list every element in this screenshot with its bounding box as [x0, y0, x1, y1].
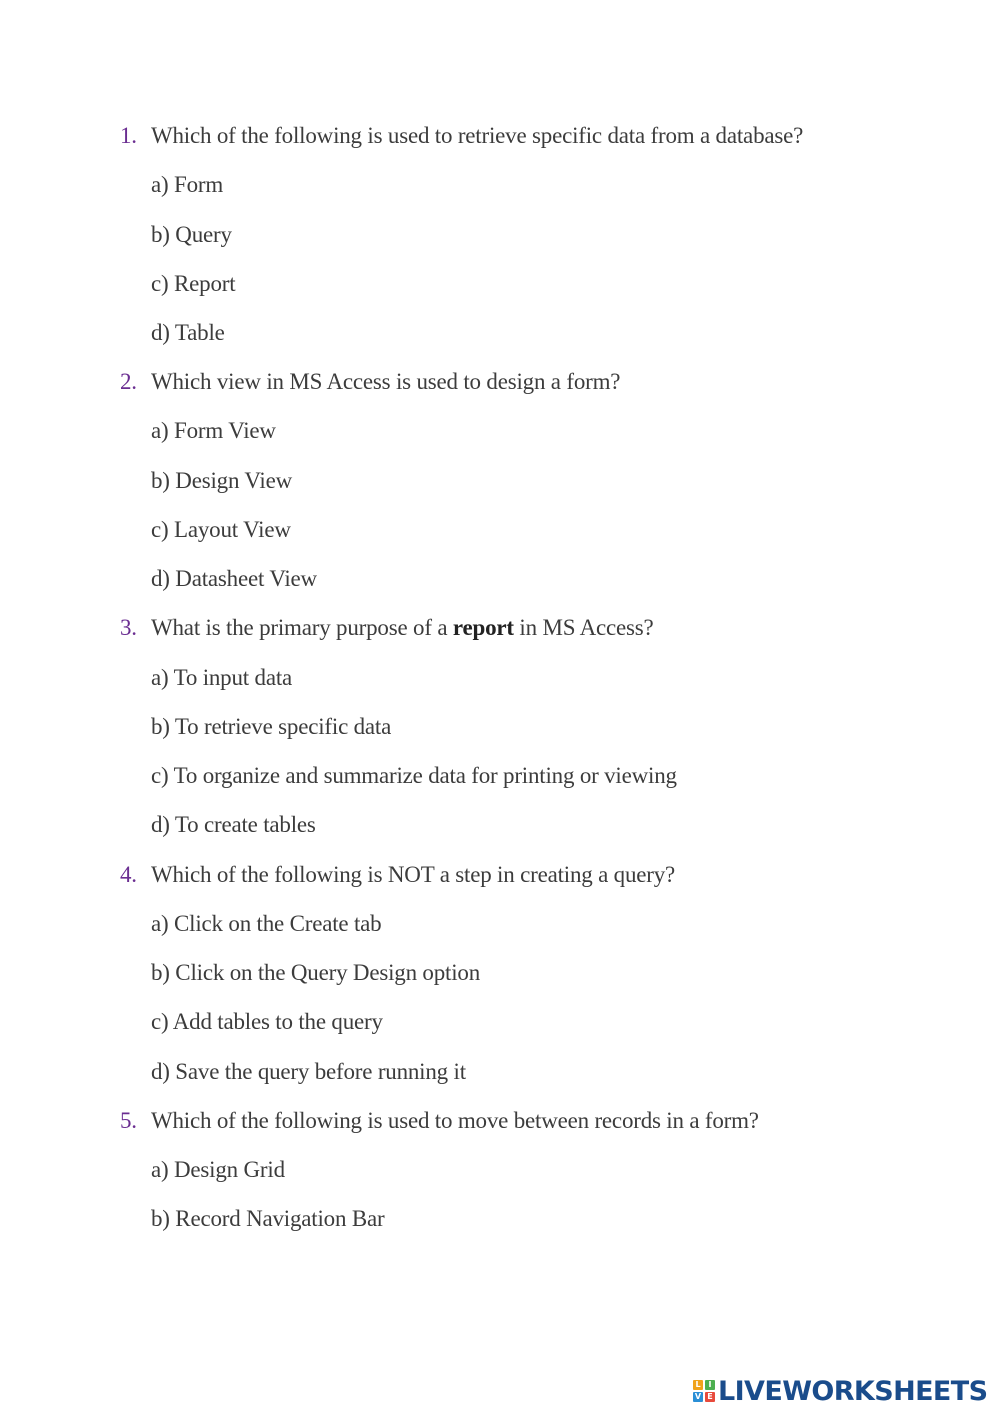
option-label: b) Click on the Query Design option [151, 960, 481, 985]
question-text-start: What is the primary purpose of a [151, 615, 453, 640]
question-number: 2. [120, 369, 137, 394]
option-label: c) Add tables to the query [151, 1009, 383, 1034]
option-label: b) Design View [151, 468, 293, 493]
question-text [151, 611, 654, 645]
option-label: d) Datasheet View [151, 566, 317, 591]
question-text: Which of the following is used to move between records in a form? [151, 1108, 759, 1133]
option-label: b) Record Navigation Bar [151, 1206, 385, 1231]
liveworksheets-logo-icon [693, 1380, 715, 1402]
logo-icon-tile: I [705, 1380, 715, 1390]
option-label: b) Query [151, 222, 232, 247]
option-label: d) Save the query before running it [151, 1059, 466, 1084]
option-label: a) Click on the Create tab [151, 911, 382, 936]
option-label: c) Report [151, 271, 236, 296]
liveworksheets-logo [693, 1374, 987, 1408]
option-label: c) Layout View [151, 517, 291, 542]
option-label: c) To organize and summarize data for printing or viewing [151, 763, 677, 788]
logo-icon-tile: E [705, 1392, 715, 1402]
logo-icon-tile: V [694, 1392, 702, 1401]
question-keyword: report [452, 615, 514, 640]
option-label: d) To create tables [151, 812, 316, 837]
option-label: b) To retrieve specific data [151, 714, 392, 739]
question-text-end: in MS Access? [513, 615, 654, 640]
option-label: a) To input data [151, 665, 293, 690]
option-label: a) Form [151, 172, 224, 197]
question-number: 1. [120, 123, 137, 148]
question-number: 4. [120, 862, 137, 887]
question-number: 3. [120, 615, 137, 640]
question-text: Which of the following is NOT a step in creating a query? [151, 862, 676, 887]
question-text: Which view in MS Access is used to design a form? [151, 369, 621, 394]
question-number: 5. [120, 1108, 137, 1133]
option-label: d) Table [151, 320, 225, 345]
logo-icon-tile: L [693, 1380, 703, 1390]
option-label: a) Design Grid [151, 1157, 285, 1182]
question-text: Which of the following is used to retrieve specific data from a database? [151, 123, 804, 148]
logo-wordmark: LIVEWORKSHEETS [718, 1375, 988, 1407]
option-label: a) Form View [151, 418, 276, 443]
